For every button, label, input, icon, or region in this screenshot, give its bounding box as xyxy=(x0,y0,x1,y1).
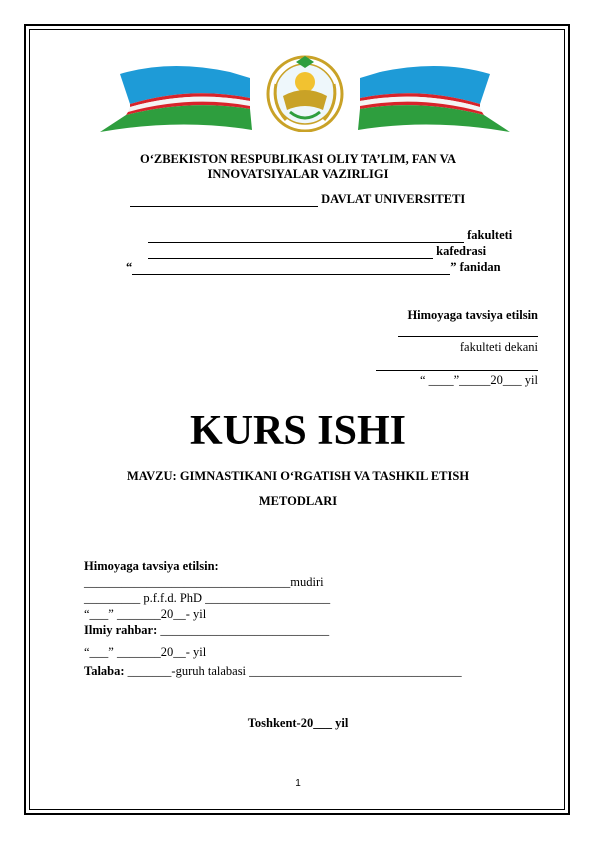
supervisor-label: Ilmiy rahbar: xyxy=(84,623,158,637)
dean-signature-line xyxy=(376,370,538,371)
bottom-recommend-label: Himoyaga tavsiya etilsin: xyxy=(84,559,219,573)
left-flag-icon xyxy=(100,66,252,132)
ministry-line-1: O‘ZBEKISTON RESPUBLIKASI OLIY TA’LIM, FAN VA xyxy=(139,152,457,166)
approval-date: “ ____”_____20___ yil xyxy=(419,373,538,387)
department-label: kafedrasi xyxy=(436,244,487,258)
university-label: DAVLAT UNIVERSITETI xyxy=(321,192,466,206)
university-blank xyxy=(130,195,318,207)
date-line-1: “___” _______20__- yil xyxy=(84,607,207,621)
head-signature-line: _________________________________mudiri xyxy=(84,575,324,589)
student-label: Talaba: xyxy=(84,664,125,678)
subject-blank xyxy=(132,263,450,275)
right-flag-icon xyxy=(358,66,510,132)
faculty-blank xyxy=(148,231,464,243)
page-number: 1 xyxy=(295,778,301,789)
subject-label: ” fanidan xyxy=(450,260,501,274)
ministry-line-2: INNOVATSIYALAR VAZIRLIGI xyxy=(207,167,389,181)
supervisor-blank: ___________________________ xyxy=(157,623,330,637)
faculty-line xyxy=(148,228,512,243)
state-emblem-flag-banner xyxy=(100,54,510,132)
department-line xyxy=(148,244,486,259)
university-line xyxy=(130,192,465,207)
degree-line: _________ p.f.f.d. PhD ____________________ xyxy=(84,591,331,605)
department-blank xyxy=(148,247,433,259)
subject-line xyxy=(126,260,501,275)
student-blank: _______-guruh talabasi __________________________________ xyxy=(124,664,462,678)
approval-signature-line xyxy=(398,336,538,337)
document-title: KURS ISHI xyxy=(190,408,406,454)
faculty-label: fakulteti xyxy=(467,228,513,242)
emblem-seal-icon xyxy=(268,56,342,131)
subject-open-quote: “ xyxy=(126,260,133,274)
city-year: Toshkent-20___ yil xyxy=(247,716,349,730)
date-line-2: “___” _______20__- yil xyxy=(84,645,207,659)
supervisor-line xyxy=(84,623,329,638)
topic-line-2: METODLARI xyxy=(258,494,338,508)
dean-label: fakulteti dekani xyxy=(459,340,538,354)
topic-line-1: MAVZU: GIMNASTIKANI O‘RGATISH VA TASHKIL ETISH xyxy=(126,469,470,483)
student-line xyxy=(84,664,462,679)
approval-title: Himoyaga tavsiya etilsin xyxy=(407,308,538,322)
